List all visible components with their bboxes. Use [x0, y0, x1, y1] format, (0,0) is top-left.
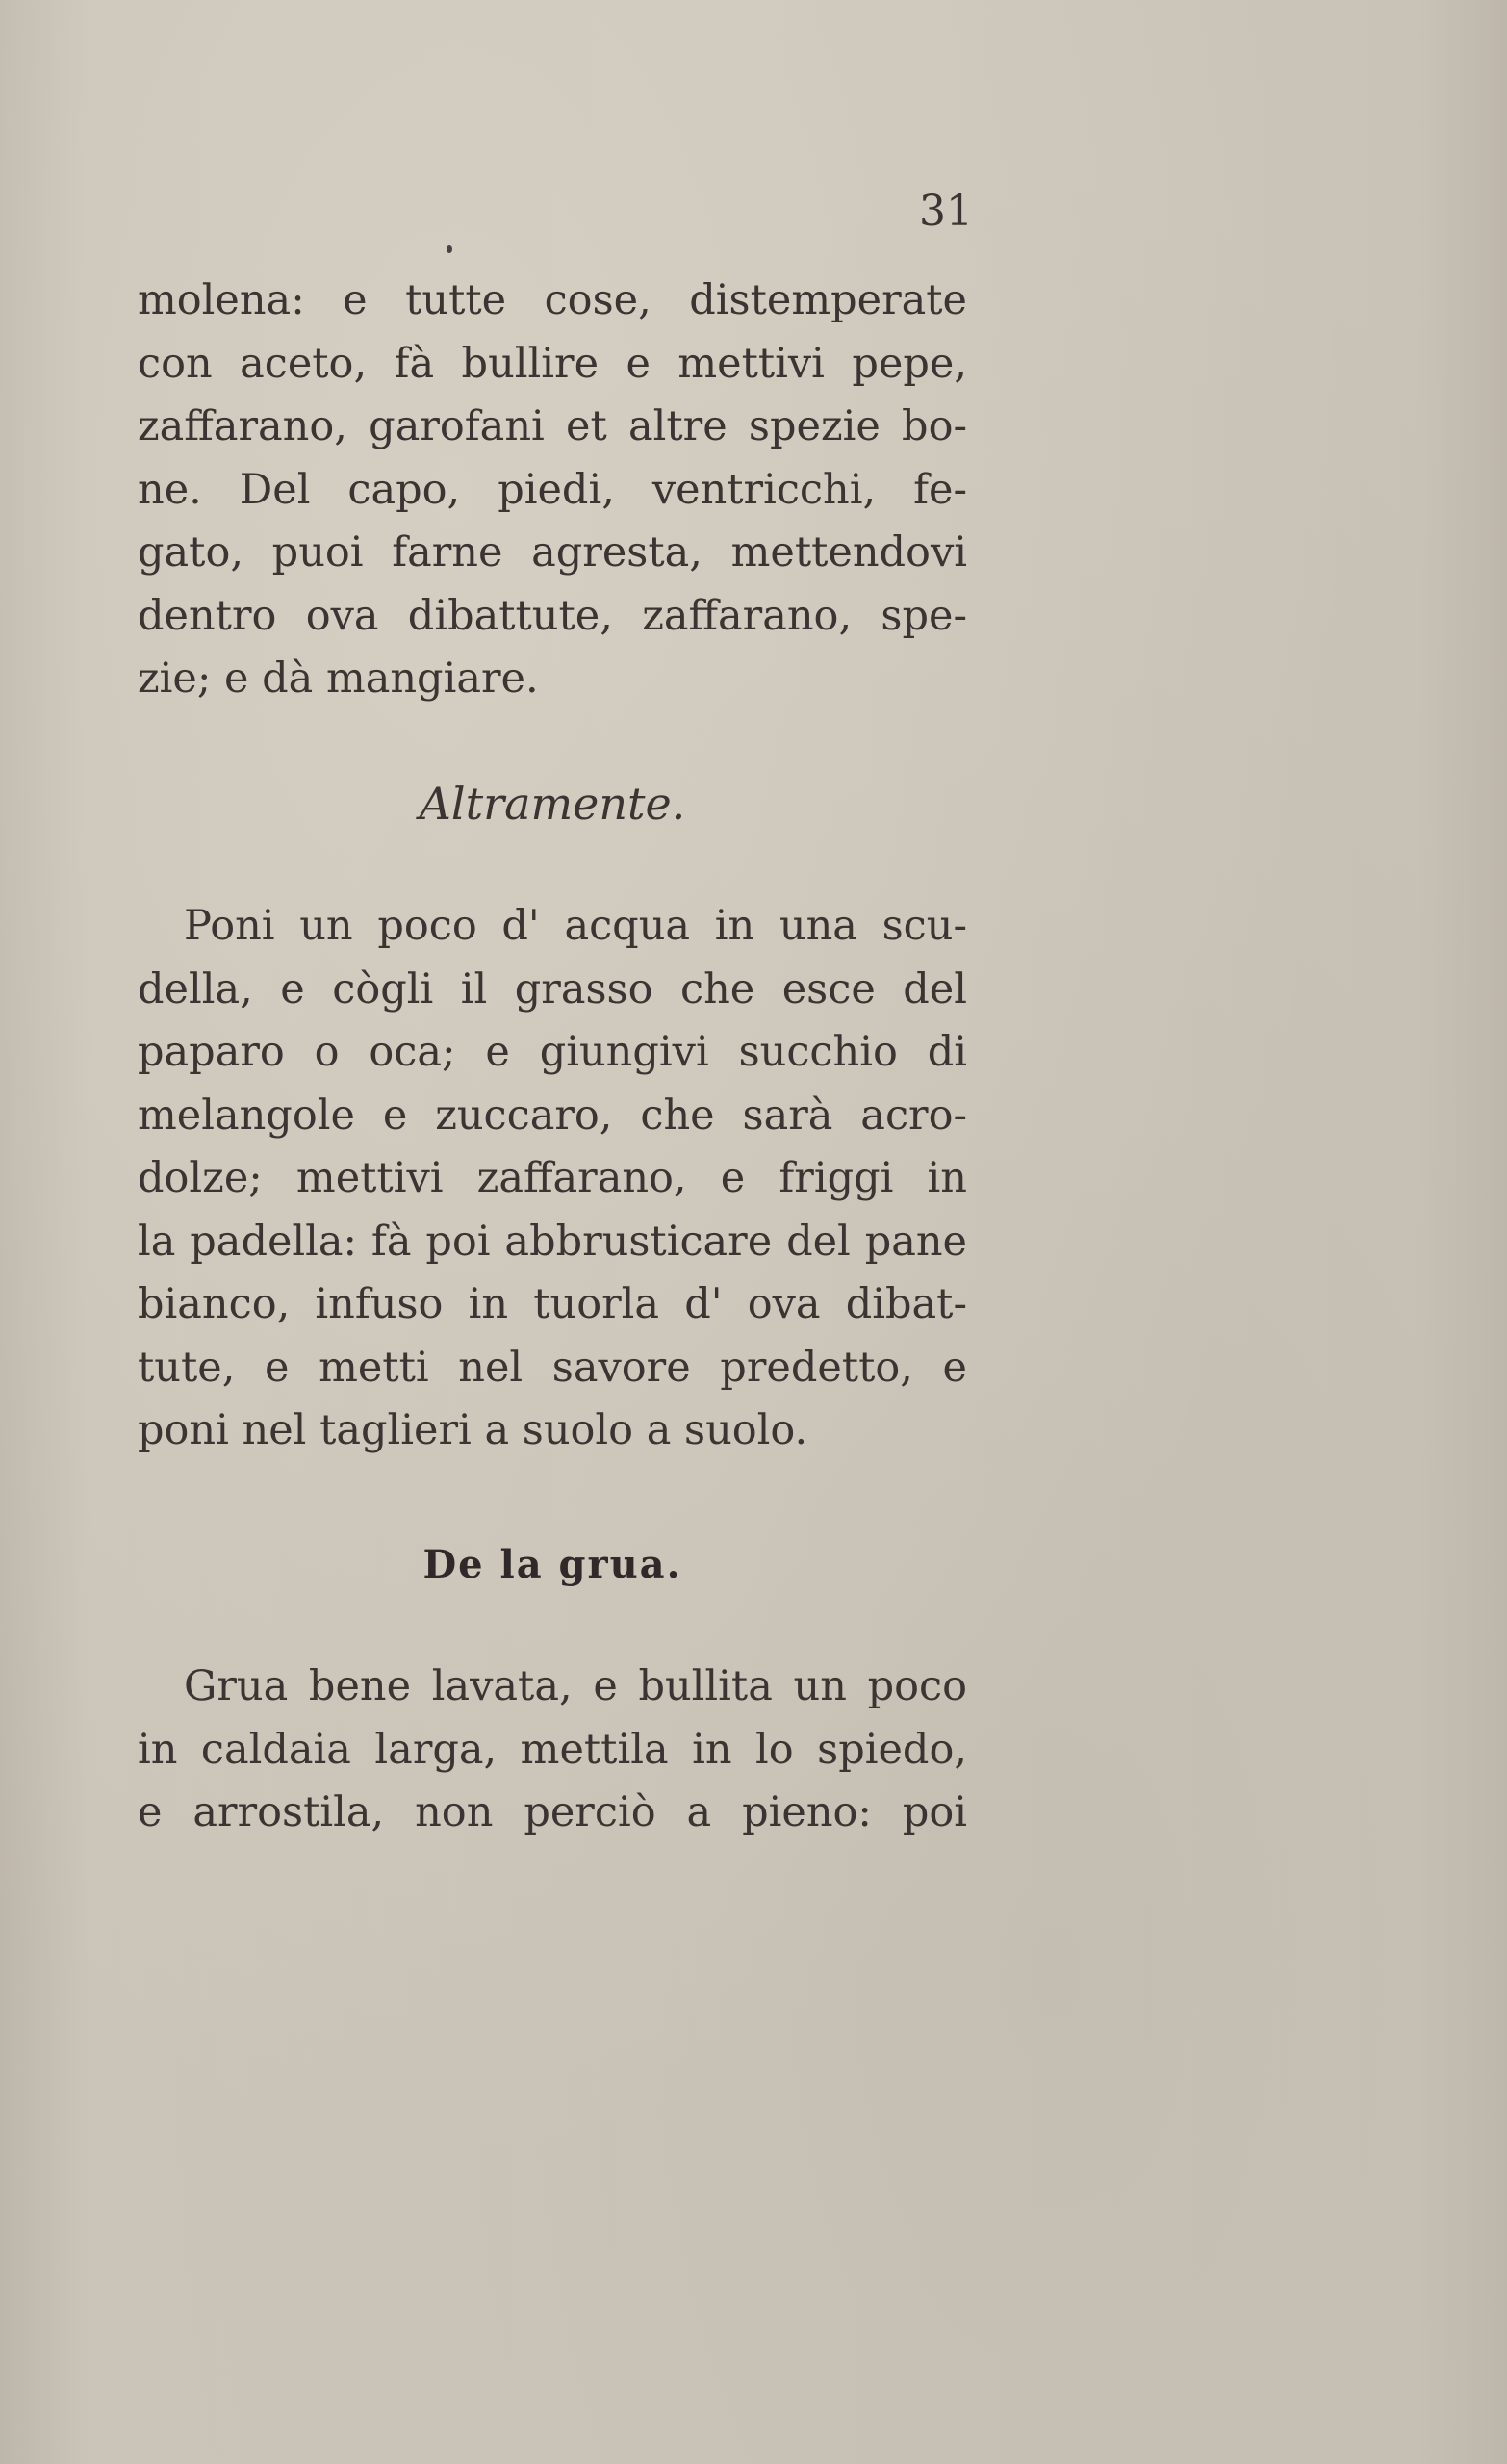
text-line: zie; e dà mangiare.: [138, 654, 539, 703]
text-line: bianco, infuso in tuorla d' ova dibat-: [138, 1280, 967, 1328]
paragraph-continued: [138, 270, 967, 711]
text-line: dentro ova dibattute, zaffarano, spe-: [138, 591, 967, 640]
text-line: zaffarano, garofani et altre spezie bo-: [138, 402, 967, 450]
page-number: 31: [919, 187, 973, 236]
text-line: con aceto, fà bullire e mettivi pepe,: [138, 339, 967, 388]
paragraph-altramente: [138, 895, 967, 1463]
ink-speck: [447, 245, 452, 253]
section-heading-altramente: Altramente.: [419, 778, 686, 830]
text-line: della, e cògli il grasso che esce del: [138, 964, 967, 1014]
text-line: dolze; mettivi zaffarano, e friggi in: [138, 1154, 967, 1202]
text-line: Poni un poco d' acqua in una scu-: [184, 902, 967, 950]
text-line: Grua bene lavata, e bullita un poco: [184, 1662, 967, 1710]
text-line: e arrostila, non perciò a pieno: poi: [138, 1788, 967, 1836]
text-line: poni nel taglieri a suolo a suolo.: [138, 1406, 808, 1454]
paragraph-grua: [138, 1656, 967, 1845]
section-heading-grua: De la grua.: [422, 1542, 682, 1587]
text-line: paparo o oca; e giungivi succhio di: [138, 1028, 967, 1076]
text-line: in caldaia larga, mettila in lo spiedo,: [138, 1725, 967, 1774]
text-line: melangole e zuccaro, che sarà acro-: [138, 1091, 967, 1140]
text-line: tute, e metti nel savore predetto, e: [138, 1343, 967, 1392]
text-line: ne. Del capo, piedi, ventricchi, fe-: [138, 465, 967, 514]
text-line: la padella: fà poi abbrusticare del pane: [138, 1217, 967, 1266]
text-line: gato, puoi farne agresta, mettendovi: [138, 528, 967, 577]
text-line: molena: e tutte cose, distemperate: [138, 276, 967, 324]
